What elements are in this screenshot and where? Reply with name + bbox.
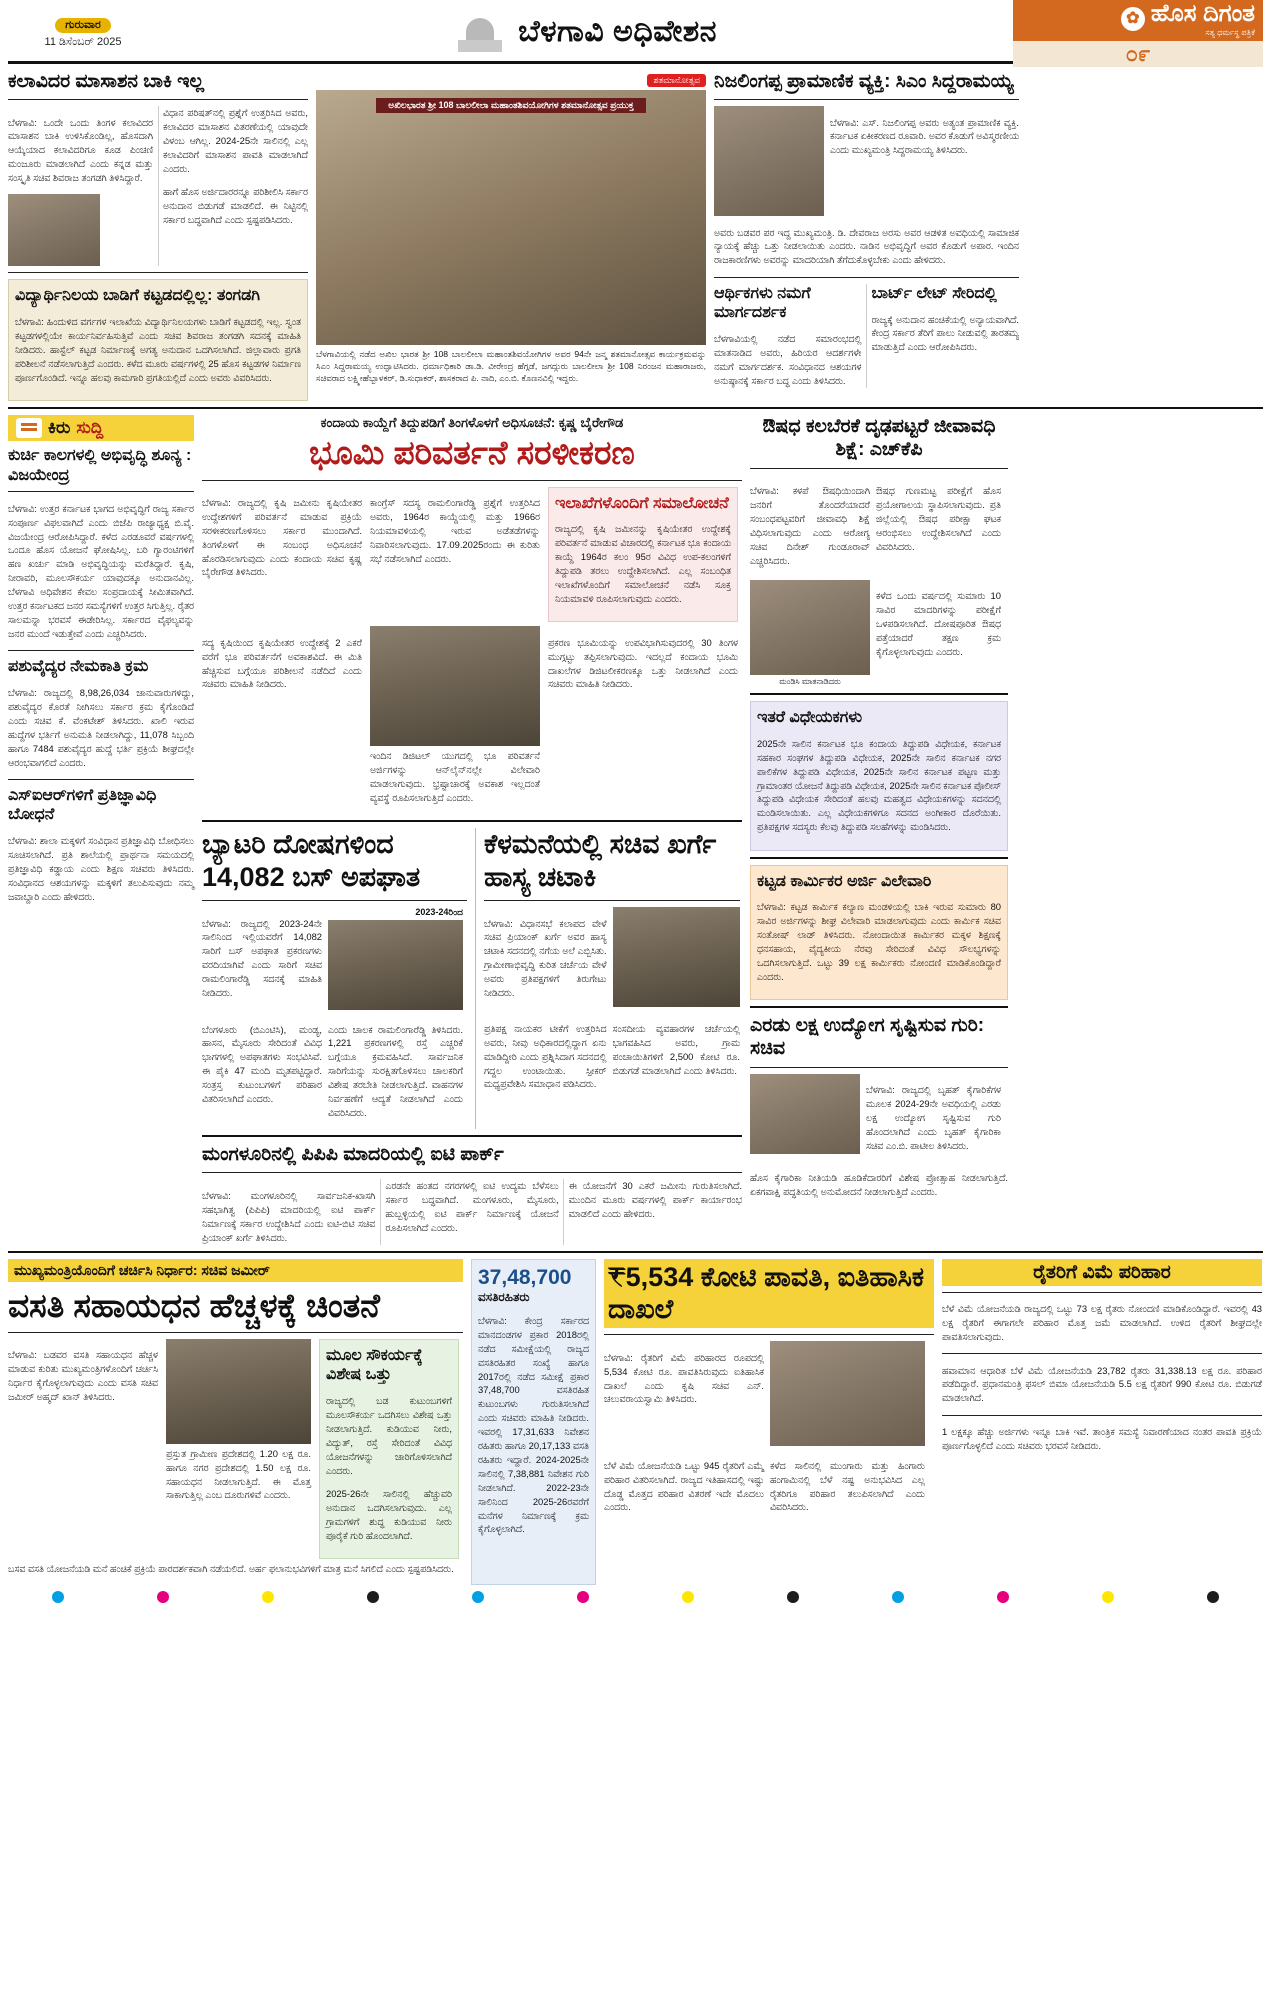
headline: ಕೆಳಮನೆಯಲ್ಲಿ ಸಚಿವ ಖರ್ಗೆ ಹಾಸ್ಯ ಚಟಾಕಿ <box>484 829 717 893</box>
paragraph: ಎರಡನೇ ಹಂತದ ನಗರಗಳಲ್ಲಿ ಐಟಿ ಉದ್ಯಮ ಬೆಳೆಸಲು ಸರ್ಕಾರ ಬದ್ಧವಾಗಿದೆ. ಮಂಗಳೂರು, ಮೈಸೂರು, ಹುಬ್ಬಳ್ಳಿಯಲ್ಲಿ ಐಟಿ ಪಾರ್ಕ್ ನಿರ್ಮಾಣಕ್ಕೆ ಯೋಜನೆ ರೂಪಿಸಲಾಗಿದೆ ಎಂದರು. <box>385 1180 559 1234</box>
color-dot <box>787 1591 799 1603</box>
paragraph: ರಾಜ್ಯದಲ್ಲಿ ಬಡ ಕುಟುಂಬಗಳಿಗೆ ಮೂಲಸೌಕರ್ಯ ಒದಗಿಸಲು ವಿಶೇಷ ಒತ್ತು ನೀಡಲಾಗುತ್ತಿದೆ. ಕುಡಿಯುವ ನೀರು, ವಿದ್ಯುತ್, ರಸ್ತೆ ಸೇರಿದಂತೆ ವಿವಿಧ ಯೋಜನೆಗಳನ್ನು ಜಾರಿಗೊಳಿಸಲಾಗಿದೆ ಎಂದರು. <box>326 1395 452 1476</box>
paragraph: 2025ನೇ ಸಾಲಿನ ಕರ್ನಾಟಕ ಭೂ ಕಂದಾಯ ತಿದ್ದುಪಡಿ ವಿಧೇಯಕ, ಕರ್ನಾಟಕ ಸಹಕಾರ ಸಂಘಗಳ ತಿದ್ದುಪಡಿ ವಿಧೇಯಕ, 2025ನೇ ಸಾಲಿನ ಕರ್ನಾಟಕ ನಗರ ಪಾಲಿಕೆಗಳ ತಿದ್ದುಪಡಿ ವಿಧೇಯಕ, 2025ನೇ ಸಾಲಿನ ಕರ್ನಾಟಕ ಪಟ್ಟಣ ಮತ್ತು ಗ್ರಾಮಾಂತರ ಯೋಜನೆ ತಿದ್ದುಪಡಿ ವಿಧೇಯಕ, 2025ನೇ ಸಾಲಿನ ಕರ್ನಾಟಕ ಪೊಲೀಸ್ ತಿದ್ದುಪಡಿ ವಿಧೇಯಕ ಸೇರಿದಂತೆ ಹಲವು ಮಹತ್ವದ ವಿಧೇಯಕಗಳನ್ನು ಸದನದಲ್ಲಿ ಮಂಡಿಸಲಾಯಿತು. ಎಲ್ಲ ವಿಧೇಯಕಗಳಿಗೂ ಸದನದ ಅಂಗೀಕಾರ ದೊರೆಯಿತು. ಪ್ರತಿಪಕ್ಷಗಳ ಸದಸ್ಯರು ಕೆಲವು ತಿದ್ದುಪಡಿ ಸಲಹೆಗಳನ್ನು ಮಂಡಿಸಿದರು. <box>757 737 1001 833</box>
paragraph: ಬೆಳಗಾವಿ: ಮಂಗಳೂರಿನಲ್ಲಿ ಸಾರ್ವಜನಿಕ-ಖಾಸಗಿ ಸಹಭಾಗಿತ್ವ (ಪಿಪಿಪಿ) ಮಾದರಿಯಲ್ಲಿ ಐಟಿ ಪಾರ್ಕ್ ನಿರ್ಮಾಣಕ್ಕೆ ಸರ್ಕಾರ ಉದ್ದೇಶಿಸಿದೆ ಎಂದು ಐಟಿ-ಬಿಟಿ ಸಚಿವ ಪ್ರಿಯಾಂಕ್ ಖರ್ಗೆ ತಿಳಿಸಿದರು. <box>202 1189 376 1243</box>
krishna-byregowda-photo <box>370 626 540 746</box>
headline: ಕಟ್ಟಡ ಕಾರ್ಮಿಕರ ಅರ್ಜಿ ವಿಲೇವಾರಿ <box>757 872 932 890</box>
article-hostel-buildings <box>8 279 308 401</box>
article-other-bills <box>750 701 1008 851</box>
color-dot <box>577 1591 589 1603</box>
photo-banner-text: ಅಖಿಲಭಾರತ ಶ್ರೀ 108 ಬಾಲಲೀಲಾ ಮಹಾಂತಶಿವಯೋಗಿಗಳ ಶತಮಾನೋತ್ಸವ ಪ್ರಯುಕ್ತ <box>376 98 646 113</box>
paragraph: ಬೆಳಗಾವಿ: ರಾಜ್ಯದಲ್ಲಿ ಬೃಹತ್ ಕೈಗಾರಿಕೆಗಳ ಮೂಲಕ 2024-29ನೇ ಅವಧಿಯಲ್ಲಿ ಎರಡು ಲಕ್ಷ ಉದ್ಯೋಗ ಸೃಷ್ಟಿಸುವ ಗುರಿ ಹೊಂದಲಾಗಿದೆ ಎಂದು ಬೃಹತ್ ಕೈಗಾರಿಕಾ ಸಚಿವ ಎಂ.ಬಿ. ಪಾಟೀಲ ತಿಳಿಸಿದರು. <box>866 1083 1001 1151</box>
article-kharge-humour <box>475 828 740 1129</box>
agriculture-minister-photo <box>770 1341 925 1446</box>
headline: ಎಸ್‌ಐಆರ್‌ಗಳಿಗೆ ಪ್ರತಿಜ್ಞಾವಿಧಿ ಬೋಧನೆ <box>8 786 157 824</box>
vidhana-soudha-icon <box>454 12 506 52</box>
paragraph: ಪ್ರಕರಣ ಭೂಮಿಯನ್ನು ಉಪವಿಭಾಗಿಸುವುದರಲ್ಲಿ 30 ತಿಂಗಳ ಮುಗ್ಗಟ್ಟು ತಪ್ಪಿಸಲಾಗುವುದು. ಇದಲ್ಲದೆ ಕಂದಾಯ ಭೂಮಿ ದಾಖಲೆಗಳ ಡಿಜಿಟಲೀಕರಣಕ್ಕೂ ಒತ್ತು ನೀಡಲಾಗಿದೆ ಎಂದು ಸಚಿವರು ಮಾಹಿತಿ ನೀಡಿದರು. <box>548 636 738 690</box>
paragraph: ಬೆಳಗಾವಿ: ರಾಜ್ಯದಲ್ಲಿ ಕೃಷಿ ಜಮೀನು ಕೃಷಿಯೇತರ ಉದ್ದೇಶಗಳಿಗೆ ಪರಿವರ್ತನೆ ಮಾಡುವ ಪ್ರಕ್ರಿಯೆ ಸರಳೀಕರಣಗೊಳಿಸಲು ಸರ್ಕಾರ ಮುಂದಾಗಿದೆ. ತಿಂಗಳೊಳಗೆ ಈ ಸಂಬಂಧ ಅಧಿಸೂಚನೆ ಹೊರಡಿಸಲಾಗುವುದು ಎಂದು ಕಂದಾಯ ಸಚಿವ ಕೃಷ್ಣ ಬೈರೇಗೌಡ ತಿಳಿಸಿದರು. <box>202 496 362 578</box>
article-housing-subsidy <box>8 1259 463 1586</box>
article-mangalore-it-park <box>202 1143 742 1244</box>
paragraph: ಹಾಗೆ ಹೊಸ ಅರ್ಜಿದಾರರನ್ನೂ ಪರಿಶೀಲಿಸಿ ಸರ್ಕಾರ ಅನುದಾನ ಬಿಡುಗಡೆ ಮಾಡಲಿದೆ. ಈ ನಿಟ್ಟಿನಲ್ಲಿ ಸರ್ಕಾರ ಬದ್ಧವಾಗಿದೆ ಎಂದು ಸ್ಪಷ್ಟಪಡಿಸಿದರು. <box>163 186 308 225</box>
color-dot <box>472 1591 484 1603</box>
headline: ನಿಜಲಿಂಗಪ್ಪ ಪ್ರಾಮಾಣಿಕ ವ್ಯಕ್ತಿ: ಸಿಎಂ ಸಿದ್ದರಾಮಯ್ಯ <box>714 71 1014 92</box>
paragraph: ಪ್ರತಿಪಕ್ಷ ನಾಯಕರ ಟೀಕೆಗೆ ಉತ್ತರಿಸಿದ ಅವರು, ನೀವು ಅಧಿಕಾರದಲ್ಲಿದ್ದಾಗ ಏನು ಮಾಡಿದ್ದೀರಿ ಎಂದು ಪ್ರಶ್ನಿಸಿದಾಗ ಸದನದಲ್ಲಿ ಗದ್ದಲ ಉಂಟಾಯಿತು. ಸ್ಪೀಕರ್ ಮಧ್ಯಪ್ರವೇಶಿಸಿ ಸಮಾಧಾನ ಪಡಿಸಿದರು. <box>484 1022 607 1090</box>
article-jobs-target <box>750 1014 1008 1199</box>
color-dot <box>367 1591 379 1603</box>
color-dot <box>262 1591 274 1603</box>
headline: ರೈತರಿಗೆ ವಿಮೆ ಪರಿಹಾರ <box>942 1259 1262 1286</box>
top-section <box>8 70 1263 401</box>
paragraph: ಬೆಳೆ ವಿಮೆ ಯೋಜನೆಯಡಿ ರಾಜ್ಯದಲ್ಲಿ ಒಟ್ಟು 73 ಲಕ್ಷ ರೈತರು ನೋಂದಣಿ ಮಾಡಿಕೊಂಡಿದ್ದಾರೆ. ಇವರಲ್ಲಿ 43 ಲಕ್ಷ ರೈತರಿಗೆ ಈಗಾಗಲೇ ಪರಿಹಾರ ಮೊತ್ತ ಜಮೆ ಮಾಡಲಾಗಿದೆ. ಉಳಿದ ರೈತರಿಗೆ ಶೀಘ್ರದಲ್ಲೇ ಪಾವತಿಸಲಾಗುವುದು. <box>942 1303 1262 1342</box>
color-dot <box>52 1591 64 1603</box>
assembly-session-photo <box>166 1339 311 1444</box>
paragraph: ಬೆಳಗಾವಿ: ವಿಧಾನಸಭೆ ಕಲಾಪದ ವೇಳೆ ಸಚಿವ ಪ್ರಿಯಾಂಕ್ ಖರ್ಗೆ ಅವರ ಹಾಸ್ಯ ಚಟಾಕಿ ಸದನದಲ್ಲಿ ನಗೆಯ ಅಲೆ ಎಬ್ಬಿಸಿತು. ಗ್ರಾಮೀಣಾಭಿವೃದ್ಧಿ ಕುರಿತ ಚರ್ಚೆಯ ವೇಳೆ ಅವರು ಪ್ರತಿಪಕ್ಷಗಳಿಗೆ ತಿರುಗೇಟು ನೀಡಿದರು. <box>484 917 607 999</box>
headline: ₹5,534 ಕೋಟಿ ಪಾವತಿ, ಐತಿಹಾಸಿಕ ದಾಖಲೆ <box>604 1259 934 1329</box>
headline: ವಸತಿ ಸಹಾಯಧನ ಹೆಚ್ಚಳಕ್ಕೆ ಚಿಂತನೆ <box>8 1286 380 1324</box>
paragraph: 2025-26ನೇ ಸಾಲಿನಲ್ಲಿ ಹೆಚ್ಚುವರಿ ಅನುದಾನ ಒದಗಿಸಲಾಗುವುದು. ಎಲ್ಲ ಗ್ರಾಮಗಳಿಗೆ ಶುದ್ಧ ಕುಡಿಯುವ ನೀರು ಪೂರೈಕೆ ಗುರಿ ಹೊಂದಲಾಗಿದೆ. <box>326 1488 452 1541</box>
paragraph: ಬೆಳಗಾವಿ: ಒಂದೇ ಒಂದು ತಿಂಗಳ ಕಲಾವಿದರ ಮಾಸಾಶನ ಬಾಕಿ ಉಳಿಸಿಕೊಂಡಿಲ್ಲ, ಹೊಸದಾಗಿ ಆಯ್ಕೆಯಾದ ಕಲಾವಿದರಿಗೂ ಕೂಡ ಪಿಂಚಣಿ ಮಂಜೂರು ಮಾಡಲಾಗಿದೆ ಎಂದು ಕನ್ನಡ ಮತ್ತು ಸಂಸ್ಕೃತಿ ಸಚಿವ ಶಿವರಾಜ ತಂಗಡಗಿ ತಿಳಿಸಿದ್ದಾರೆ. <box>8 116 153 184</box>
paragraph: ಔಷಧ ಗುಣಮಟ್ಟ ಪರೀಕ್ಷೆಗೆ ಹೊಸ ಪ್ರಯೋಗಾಲಯ ಸ್ಥಾಪಿಸಲಾಗುವುದು. ಪ್ರತಿ ಜಿಲ್ಲೆಯಲ್ಲಿ ಔಷಧ ಪರೀಕ್ಷಾ ಘಟಕ ಆರಂಭಿಸಲು ಉದ್ದೇಶಿಸಲಾಗಿದೆ ಎಂದು ವಿವರಿಸಿದರು. <box>876 485 1001 552</box>
masthead <box>8 0 1263 66</box>
paragraph: ಬೆಳಗಾವಿ: ಬಡವರ ವಸತಿ ಸಹಾಯಧನ ಹೆಚ್ಚಳ ಮಾಡುವ ಕುರಿತು ಮುಖ್ಯಮಂತ್ರಿಗಳೊಂದಿಗೆ ಚರ್ಚಿಸಿ ನಿರ್ಧಾರ ಕೈಗೊಳ್ಳಲಾಗುವುದು ಎಂದು ವಸತಿ ಸಚಿವ ಜಮೀರ್ ಅಹ್ಮದ್ ಖಾನ್ ತಿಳಿಸಿದರು. <box>8 1349 158 1402</box>
kicker: ಮುಖ್ಯಮಂತ್ರಿಯೊಂದಿಗೆ ಚರ್ಚಿಸಿ ನಿರ್ಧಾರ: ಸಚಿವ ಜಮೀರ್ <box>8 1259 463 1282</box>
kirusuddi-column <box>8 415 194 1244</box>
paragraph: ಇಂದಿನ ಡಿಜಿಟಲ್ ಯುಗದಲ್ಲಿ ಭೂ ಪರಿವರ್ತನೆ ಅರ್ಜಿಗಳನ್ನು ಆನ್‌ಲೈನ್‌ನಲ್ಲೇ ವಿಲೇವಾರಿ ಮಾಡಲಾಗುವುದು. ಭ್ರಷ್ಟಾಚಾರಕ್ಕೆ ಅವಕಾಶ ಇಲ್ಲದಂತೆ ವ್ಯವಸ್ಥೆ ರೂಪಿಸಲಾಗುತ್ತಿದೆ ಎಂದರು. <box>370 750 540 804</box>
registration-color-bar <box>8 1591 1263 1607</box>
paragraph: ಹವಾಮಾನ ಆಧಾರಿತ ಬೆಳೆ ವಿಮೆ ಯೋಜನೆಯಡಿ 23,782 ರೈತರು 31,338.13 ಲಕ್ಷ ರೂ. ಪರಿಹಾರ ಪಡೆದಿದ್ದಾರೆ. ಪ್ರಧಾನಮಂತ್ರಿ ಫಸಲ್ ಬಿಮಾ ಯೋಜನೆಯಡಿ 5.5 ಲಕ್ಷ ರೈತರಿಗೆ 990 ಕೋಟಿ ರೂ. ಬಿಡುಗಡೆ ಮಾಡಲಾಗಿದೆ. <box>942 1364 1262 1404</box>
paragraph: 1 ಲಕ್ಷಕ್ಕೂ ಹೆಚ್ಚು ಅರ್ಜಿಗಳು ಇನ್ನೂ ಬಾಕಿ ಇವೆ. ತಾಂತ್ರಿಕ ಸಮಸ್ಯೆ ನಿವಾರಣೆಯಾದ ನಂತರ ಪಾವತಿ ಪ್ರಕ್ರಿಯೆ ಪೂರ್ಣಗೊಳ್ಳಲಿದೆ ಎಂದು ಸಚಿವರು ಭರವಸೆ ನೀಡಿದರು. <box>942 1426 1262 1451</box>
paragraph: ಕಳೆದ ಒಂದು ವರ್ಷದಲ್ಲಿ ಸುಮಾರು 10 ಸಾವಿರ ಮಾದರಿಗಳನ್ನು ಪರೀಕ್ಷೆಗೆ ಒಳಪಡಿಸಲಾಗಿದೆ. ದೋಷಪೂರಿತ ಔಷಧ ಪತ್ತೆಯಾದರೆ ತಕ್ಷಣ ಕ್ರಮ ಕೈಗೊಳ್ಳಲಾಗುವುದು ಎಂದರು. <box>876 590 1001 657</box>
megaphone-icon <box>16 418 42 438</box>
masthead-title: ಬೆಳಗಾವಿ ಅಧಿವೇಶನ <box>518 14 717 48</box>
headline: ಮಂಗಳೂರಿನಲ್ಲಿ ಪಿಪಿಪಿ ಮಾದರಿಯಲ್ಲಿ ಐಟಿ ಪಾರ್ಕ್ <box>202 1144 504 1166</box>
article-infrastructure <box>319 1339 459 1559</box>
paragraph: ಬೆಳಗಾವಿಯಲ್ಲಿ ನಡೆದ ಸಮಾರಂಭದಲ್ಲಿ ಮಾತನಾಡಿದ ಅವರು, ಹಿರಿಯರ ಆದರ್ಶಗಳೇ ನಮಗೆ ಮಾರ್ಗದರ್ಶಕ. ಸಂವಿಧಾನದ ಆಶಯಗಳ ಅನುಷ್ಠಾನಕ್ಕೆ ಸರ್ಕಾರ ಬದ್ಧ ಎಂದು ತಿಳಿಸಿದರು. <box>714 333 862 386</box>
color-dot <box>1102 1591 1114 1603</box>
paragraph: ರಾಜ್ಯದಲ್ಲಿ ಕೃಷಿ ಜಮೀನನ್ನು ಕೃಷಿಯೇತರ ಉದ್ದೇಶಕ್ಕೆ ಪರಿವರ್ತನೆ ಮಾಡುವ ವಿಚಾರದಲ್ಲಿ ಕರ್ನಾಟಕ ಭೂ ಕಂದಾಯ ಕಾಯ್ದೆ 1964ರ ಕಲಂ 95ರ ವಿವಿಧ ಉಪ-ಕಲಂಗಳಿಗೆ ತಿದ್ದುಪಡಿ ತರಲು ಉದ್ದೇಶಿಸಲಾಗಿದೆ. ಎಲ್ಲ ಸಂಬಂಧಿತ ಇಲಾಖೆಗಳೊಂದಿಗೆ ಸಮಾಲೋಚನೆ ನಡೆಸಿ ಸೂಕ್ತ ನಿಯಮಾವಳಿ ರೂಪಿಸಲಾಗುವುದು ಎಂದರು. <box>555 523 731 604</box>
masthead-day: ಗುರುವಾರ <box>55 18 111 33</box>
subheadline: ಆರ್ಥಿಕಗಳು ನಮಗೆ ಮಾರ್ಗದರ್ಶಕ <box>714 284 811 322</box>
brand-subtitle: ಸತ್ಯ ಧರ್ಮಸ್ಥ ಪತ್ರಿಕೆ <box>1205 27 1255 37</box>
bottom-section <box>8 1259 1263 1586</box>
headline: ಎರಡು ಲಕ್ಷ ಉದ್ಯೋಗ ಸೃಷ್ಟಿಸುವ ಗುರಿ: ಸಚಿವ <box>750 1015 985 1060</box>
paragraph: ಎಂದು ಚಾಲಕ ರಾಮಲಿಂಗಾರೆಡ್ಡಿ ತಿಳಿಸಿದರು. 1,221 ಪ್ರಕರಣಗಳಲ್ಲಿ ರಸ್ತೆ ಎಚ್ಚರಿಕೆ ಬಗ್ಗೆಯೂ ಕ್ರಮವಹಿಸಿದೆ. ಸಾರ್ವಜನಿಕ ಸಾರಿಗೆಯನ್ನು ಸುರಕ್ಷಿತಗೊಳಿಸಲು ಚಾಲಕರಿಗೆ ವಿಶೇಷ ತರಬೇತಿ ನೀಡಲಾಗುತ್ತಿದೆ. ವಾಹನಗಳ ನಿರ್ವಹಣೆಗೆ ಆದ್ಯತೆ ನೀಡಲಾಗಿದೆ ಎಂದು ವಿವರಿಸಿದರು. <box>328 1023 463 1119</box>
headline: ಕಲಾವಿದರ ಮಾಸಾಶನ ಬಾಕಿ ಇಲ್ಲ <box>8 71 205 92</box>
sidebar-consultation <box>548 487 738 623</box>
paragraph: ವಿಧಾನ ಪರಿಷತ್‌ನಲ್ಲಿ ಪ್ರಶ್ನೆಗೆ ಉತ್ತರಿಸಿದ ಅವರು, ಕಲಾವಿದರ ಮಾಸಾಶನ ವಿತರಣೆಯಲ್ಲಿ ಯಾವುದೇ ವಿಳಂಬ ಆಗಿಲ್ಲ. 2024-25ನೇ ಸಾಲಿನಲ್ಲಿ ಎಲ್ಲ ಕಲಾವಿದರಿಗೆ ಮಾಸಾಶನ ಪಾವತಿ ಮಾಡಲಾಗಿದೆ ಎಂದರು. <box>163 107 308 174</box>
paragraph: ಬೆಳಗಾವಿ: ಕಳಪೆ ಔಷಧಿಯಿಂದಾಗಿ ಜನರಿಗೆ ತೊಂದರೆಯಾದರೆ ಸಂಬಂಧಪಟ್ಟವರಿಗೆ ಜೀವಾವಧಿ ಶಿಕ್ಷೆ ವಿಧಿಸಲಾಗುವುದು ಎಂದು ಆರೋಗ್ಯ ಸಚಿವ ದಿನೇಶ್ ಗುಂಡೂರಾವ್ ಎಚ್ಚರಿಸಿದರು. <box>750 485 870 566</box>
headline: ಮೂಲ ಸೌಕರ್ಯಕ್ಕೆ ವಿಶೇಷ ಒತ್ತು <box>326 1346 423 1384</box>
paragraph: ಪ್ರಸ್ತುತ ಗ್ರಾಮೀಣ ಪ್ರದೇಶದಲ್ಲಿ 1.20 ಲಕ್ಷ ರೂ. ಹಾಗೂ ನಗರ ಪ್ರದೇಶದಲ್ಲಿ 1.50 ಲಕ್ಷ ರೂ. ಸಹಾಯಧನ ನೀಡಲಾಗುತ್ತಿದೆ. ಈ ಮೊತ್ತ ಸಾಕಾಗುತ್ತಿಲ್ಲ ಎಂಬ ದೂರುಗಳಿವೆ ಎಂದರು. <box>166 1447 311 1501</box>
masthead-center <box>158 12 1013 52</box>
photo-tag: ಶತಮಾನೋತ್ಸವ <box>647 74 706 87</box>
paragraph: ಬೆಳಗಾವಿ: ಶಾಲಾ ಮಕ್ಕಳಿಗೆ ಸಂವಿಧಾನ ಪ್ರತಿಜ್ಞಾವಿಧಿ ಬೋಧಿಸಲು ಸೂಚಿಸಲಾಗಿದೆ. ಪ್ರತಿ ಶಾಲೆಯಲ್ಲಿ ಪ್ರಾರ್ಥನಾ ಸಮಯದಲ್ಲಿ ಪ್ರತಿಜ್ಞಾವಿಧಿ ಕಡ್ಡಾಯ ಎಂದು ಶಿಕ್ಷಣ ಸಚಿವರು ತಿಳಿಸಿದರು. ಸಂವಿಧಾನದ ಆಶಯಗಳನ್ನು ಮಕ್ಕಳಿಗೆ ತಲುಪಿಸುವುದು ನಮ್ಮ ಜವಾಬ್ದಾರಿ ಎಂದು ಹೇಳಿದರು. <box>8 835 194 902</box>
industry-minister-photo <box>750 1074 860 1154</box>
stat-label: ವಸತಿರಹಿತರು <box>478 1289 530 1304</box>
article-nijalingappa <box>714 70 1019 401</box>
paragraph: ಕಳೆದ ಸಾಲಿನಲ್ಲಿ ಮುಂಗಾರು ಮತ್ತು ಹಿಂಗಾರು ಹಂಗಾಮಿನಲ್ಲಿ ಬೆಳೆ ನಷ್ಟ ಅನುಭವಿಸಿದ ಎಲ್ಲ ರೈತರಿಗೂ ಪರಿಹಾರ ತಲುಪಿಸಲಾಗಿದೆ ಎಂದು ವಿವರಿಸಿದರು. <box>770 1459 925 1513</box>
article-centenary-photo <box>316 70 706 401</box>
color-dot <box>157 1591 169 1603</box>
color-dot <box>997 1591 1009 1603</box>
page-number: ೦೯ <box>1013 41 1263 67</box>
photo-caption: ಮಂಡಿಸಿ ಮಾತನಾಡಿದರು <box>779 676 841 686</box>
health-minister-photo <box>750 580 870 675</box>
color-dot <box>1207 1591 1219 1603</box>
paragraph: ಹೊಸ ಕೈಗಾರಿಕಾ ನೀತಿಯಡಿ ಹೂಡಿಕೆದಾರರಿಗೆ ವಿಶೇಷ ಪ್ರೋತ್ಸಾಹ ನೀಡಲಾಗುತ್ತಿದೆ. ಏಕಗವಾಕ್ಷಿ ಪದ್ಧತಿಯಲ್ಲಿ ಅನುಮೋದನೆ ನೀಡಲಾಗುತ್ತಿದೆ ಎಂದರು. <box>750 1172 1008 1198</box>
paragraph: ಸದ್ಯ ಕೃಷಿಯಿಂದ ಕೃಷಿಯೇತರ ಉದ್ದೇಶಕ್ಕೆ 2 ಎಕರೆ ವರೆಗೆ ಭೂ ಪರಿವರ್ತನೆಗೆ ಅವಕಾಶವಿದೆ. ಈ ಮಿತಿ ಹೆಚ್ಚಿಸುವ ಬಗ್ಗೆಯೂ ಪರಿಶೀಲನೆ ನಡೆದಿದೆ ಎಂದು ಸಚಿವರು ಮಾಹಿತಿ ನೀಡಿದರು. <box>202 636 362 690</box>
masthead-date: 11 ಡಿಸೆಂಬರ್ 2025 <box>44 36 122 48</box>
paragraph: ಬೆಂಗಳೂರು (ಬಿಎಂಟಿಸಿ), ಮಂಡ್ಯ, ಹಾಸನ, ಮೈಸೂರು ಸೇರಿದಂತೆ ವಿವಿಧ ಭಾಗಗಳಲ್ಲಿ ಅಪಘಾತಗಳು ಸಂಭವಿಸಿವೆ. ಈ ಪೈಕಿ 47 ಮಂದಿ ಮೃತಪಟ್ಟಿದ್ದಾರೆ. ಸಂತ್ರಸ್ತ ಕುಟುಂಬಗಳಿಗೆ ಪರಿಹಾರ ವಿತರಿಸಲಾಗಿದೆ ಎಂದರು. <box>202 1023 322 1105</box>
stat-box-homeless <box>471 1259 596 1586</box>
paragraph: ಬೆಳಗಾವಿ: ಎಸ್. ನಿಜಲಿಂಗಪ್ಪ ಅವರು ಅತ್ಯಂತ ಪ್ರಾಮಾಣಿಕ ವ್ಯಕ್ತಿ. ಕರ್ನಾಟಕ ಏಕೀಕರಣದ ರೂವಾರಿ. ಅವರ ಕೊಡುಗೆ ಅವಿಸ್ಮರಣೀಯ ಎಂದು ಮುಖ್ಯಮಂತ್ರಿ ಸಿದ್ದರಾಮಯ್ಯ ತಿಳಿಸಿದರು. <box>830 116 1019 156</box>
artist-portrait-photo <box>8 194 100 266</box>
headline: ಇತರೆ ವಿಧೇಯಕಗಳು <box>757 708 863 726</box>
paragraph: ಸಂಸದೀಯ ವ್ಯವಹಾರಗಳ ಚರ್ಚೆಯಲ್ಲಿ ಭಾಗವಹಿಸಿದ ಅವರು, ಗ್ರಾಮ ಪಂಚಾಯಿತಿಗಳಿಗೆ 2,500 ಕೋಟಿ ರೂ. ಬಿಡುಗಡೆ ಮಾಡಲಾಗಿದೆ ಎಂದು ತಿಳಿಸಿದರು. <box>612 1022 740 1076</box>
article-crore-payment <box>604 1259 934 1586</box>
right-column-1 <box>750 415 1008 1244</box>
paragraph: ರಾಜ್ಯಕ್ಕೆ ಅನುದಾನ ಹಂಚಿಕೆಯಲ್ಲಿ ಅನ್ಯಾಯವಾಗಿದೆ. ಕೇಂದ್ರ ಸರ್ಕಾರ ತೆರಿಗೆ ಪಾಲು ನೀಡುವಲ್ಲಿ ತಾರತಮ್ಯ ಮಾಡುತ್ತಿದೆ ಎಂದು ಆರೋಪಿಸಿದರು. <box>871 313 1019 353</box>
headline: ಔಷಧ ಕಲಬೆರಕೆ ದೃಢಪಟ್ಟರೆ ಜೀವಾವಧಿ ಶಿಕ್ಷೆ: ಎಚ್‌ಕೆಪಿ <box>762 416 996 461</box>
headline: ವಿದ್ಯಾರ್ಥಿನಿಲಯ ಬಾಡಿಗೆ ಕಟ್ಟಡದಲ್ಲಿಲ್ಲ: ತಂಗಡಗಿ <box>15 287 261 305</box>
assembly-centenary-photo <box>316 90 706 345</box>
paragraph: ಅವರು ಬಡವರ ಪರ ಇದ್ದ ಮುಖ್ಯಮಂತ್ರಿ. ಡಿ. ದೇವರಾಜ ಅರಸು ಅವರ ಆಡಳಿತ ಅವಧಿಯಲ್ಲಿ ಸಾಮಾಜಿಕ ನ್ಯಾಯಕ್ಕೆ ಹೆಚ್ಚು ಒತ್ತು ನೀಡಲಾಯಿತು ಎಂದರು. ನಾಡಿನ ಅಭಿವೃದ್ಧಿಗೆ ಅವರ ಕೊಡುಗೆ ಅಪಾರ. ಇಂದಿನ ರಾಜಕಾರಣಿಗಳು ಅವರನ್ನು ಮಾದರಿಯಾಗಿ ತೆಗೆದುಕೊಳ್ಳಬೇಕು ಎಂದು ಹೇಳಿದರು. <box>714 226 1019 266</box>
lotus-icon: ✿ <box>1121 7 1145 31</box>
middle-section <box>8 415 1263 1244</box>
article-crop-insurance <box>942 1259 1262 1586</box>
kirusuddi-label-2: ಸುದ್ದಿ <box>76 418 104 438</box>
kicker: ಕಂದಾಯ ಕಾಯ್ದೆಗೆ ತಿದ್ದುಪಡಿಗೆ ತಿಂಗಳೊಳಗೆ ಅಧಿಸೂಚನೆ: ಕೃಷ್ಣ ಬೈರೇಗೌಡ <box>320 415 624 431</box>
color-dot <box>682 1591 694 1603</box>
paragraph: ಬೆಳಗಾವಿ: ಹಿಂದುಳಿದ ವರ್ಗಗಳ ಇಲಾಖೆಯ ವಿದ್ಯಾರ್ಥಿನಿಲಯಗಳು ಬಾಡಿಗೆ ಕಟ್ಟಡದಲ್ಲಿ ಇಲ್ಲ. ಸ್ವಂತ ಕಟ್ಟಡಗಳಲ್ಲಿಯೇ ಕಾರ್ಯನಿರ್ವಹಿಸುತ್ತಿವೆ ಎಂದು ಸಚಿವ ಶಿವರಾಜ ತಂಗಡಗಿ ಸದನಕ್ಕೆ ಮಾಹಿತಿ ನೀಡಿದರು. ಹಾಸ್ಟೆಲ್ ಕಟ್ಟಡ ನಿರ್ಮಾಣಕ್ಕೆ ಅಗತ್ಯ ಅನುದಾನ ಒದಗಿಸಲಾಗಿದೆ. ಜಿಲ್ಲಾವಾರು ಪ್ರಗತಿ ಪರಿಶೀಲನೆ ನಡೆಸಲಾಗುತ್ತಿದೆ ಎಂದರು. ಕಳೆದ ಮೂರು ವರ್ಷಗಳಲ್ಲಿ 25 ಹೊಸ ಕಟ್ಟಡಗಳ ನಿರ್ಮಾಣ ಪೂರ್ಣಗೊಂಡಿದೆ. ಇನ್ನೂ ಹಲವು ಕಾಮಗಾರಿ ಪ್ರಗತಿಯಲ್ಲಿದೆ ಎಂದು ಅವರು ವಿವರಿಸಿದರು. <box>15 316 301 384</box>
brand-name: ಹೊಸ ದಿಗಂತ <box>1150 0 1255 27</box>
article-bus-accidents <box>202 828 467 1129</box>
color-dot <box>892 1591 904 1603</box>
subheadline: ಇಲಾಖೆಗಳೊಂದಿಗೆ ಸಮಾಲೋಚನೆ <box>555 494 729 512</box>
main-headline: ಭೂಮಿ ಪರಿವರ್ತನೆ ಸರಳೀಕರಣ <box>309 434 635 472</box>
kirusuddi-banner <box>8 415 194 441</box>
headline: ಕುರ್ಚಿ ಕಾಲಗಳಲ್ಲಿ ಅಭಿವೃದ್ಧಿ ಶೂನ್ಯ : ವಿಜಯೇಂದ್ರ <box>8 447 192 484</box>
cm-siddaramaiah-photo <box>714 106 824 216</box>
paragraph: ಬಸವ ವಸತಿ ಯೋಜನೆಯಡಿ ಮನೆ ಹಂಚಿಕೆ ಪ್ರಕ್ರಿಯೆ ಪಾರದರ್ಶಕವಾಗಿ ನಡೆಯಲಿದೆ. ಅರ್ಹ ಫಲಾನುಭವಿಗಳಿಗೆ ಮಾತ್ರ ಮನೆ ಸಿಗಲಿದೆ ಎಂದು ಸ್ಪಷ್ಟಪಡಿಸಿದರು. <box>8 1563 454 1575</box>
stat-number: 37,48,700 <box>478 1265 572 1289</box>
paragraph: ಬೆಳಗಾವಿ: ಉತ್ತರ ಕರ್ನಾಟಕ ಭಾಗದ ಅಭಿವೃದ್ಧಿಗೆ ರಾಜ್ಯ ಸರ್ಕಾರ ಸಂಪೂರ್ಣ ವಿಫಲವಾಗಿದೆ ಎಂದು ಬಿಜೆಪಿ ರಾಜ್ಯಾಧ್ಯಕ್ಷ ಬಿ.ವೈ. ವಿಜಯೇಂದ್ರ ಆರೋಪಿಸಿದ್ದಾರೆ. ಕಳೆದ ಎರಡೂವರೆ ವರ್ಷಗಳಲ್ಲಿ ಒಂದೂ ಹೊಸ ಯೋಜನೆ ಘೋಷಿಸಿಲ್ಲ. ಬರಿ ಗ್ಯಾರಂಟಿಗಳಿಗೆ ಹಣ ಖರ್ಚು ಮಾಡಿ ಅಭಿವೃದ್ಧಿಯನ್ನು ಮರೆತಿದ್ದಾರೆ. ಕೃಷಿ, ನೀರಾವರಿ, ಮೂಲಸೌಕರ್ಯ ಯಾವುದಕ್ಕೂ ಅನುದಾನವಿಲ್ಲ. ಬೆಳಗಾವಿ ಅಧಿವೇಶನ ಕೇವಲ ಸಂಪ್ರದಾಯಕ್ಕೆ ಸೀಮಿತವಾಗಿದೆ. ಉತ್ತರ ಕರ್ನಾಟಕದ ಜನರ ಸಮಸ್ಯೆಗಳಿಗೆ ಉತ್ತರ ಸಿಗುತ್ತಿಲ್ಲ. ರೈತರ ಸಾಲಮನ್ನಾ ಭರವಸೆ ಈಡೇರಿಸಿಲ್ಲ. ಸರ್ಕಾರದ ವೈಫಲ್ಯವನ್ನು ಜನರ ಮುಂದೆ ಇಡುತ್ತೇವೆ ಎಂದು ಎಚ್ಚರಿಸಿದರು. <box>8 502 194 639</box>
main-story-column <box>202 415 742 1244</box>
priyank-kharge-photo <box>613 907 740 1007</box>
paragraph: ಬೆಳಗಾವಿ: ರಾಜ್ಯದಲ್ಲಿ 2023-24ನೇ ಸಾಲಿನಿಂದ ಇಲ್ಲಿಯವರೆಗೆ 14,082 ಸಾರಿಗೆ ಬಸ್ ಅಪಘಾತ ಪ್ರಕರಣಗಳು ವರದಿಯಾಗಿವೆ ಎಂದು ಸಾರಿಗೆ ಸಚಿವ ರಾಮಲಿಂಗಾರೆಡ್ಡಿ ಸದನಕ್ಕೆ ಮಾಹಿತಿ ನೀಡಿದರು. <box>202 917 322 999</box>
kirusuddi-label-1: ಕಿರು <box>48 418 71 438</box>
masthead-date-block <box>8 14 158 49</box>
photo-caption: ಬೆಳಗಾವಿಯಲ್ಲಿ ನಡೆದ ಅಖಿಲ ಭಾರತ ಶ್ರೀ 108 ಬಾಲಲೀಲಾ ಮಹಾಂತಶಿವಯೋಗಿಗಳ ಅವರ 94ನೇ ಜನ್ಮ ಶತಮಾನೋತ್ಸವ ಕಾರ್ಯಕ್ರಮವನ್ನು ಸಿಎಂ ಸಿದ್ದರಾಮಯ್ಯ ಉದ್ಘಾಟಿಸಿದರು. ಧರ್ಮಾಧಿಕಾರಿ ಡಾ.ಡಿ. ವೀರೇಂದ್ರ ಹೆಗ್ಗಡೆ, ಜಗದ್ಗುರು ಬಾಲಲೀಲಾ ಶ್ರೀ 108 ನಿರಂಜನ ಮಹಾರಾಜರು, ಸಚಿವರಾದ ಲಕ್ಷ್ಮೀಹೆಬ್ಬಾಳಕರ್, ಡಿ.ಸುಧಾಕರ್, ಶಾಸಕರಾದ ಪಿ. ನಾದಿ, ಎಂ.ಬಿ. ಕೊಣನವಿಲ್ಲಿ ಇದ್ದರು. <box>316 349 706 384</box>
paragraph: ಬೆಳಗಾವಿ: ರೈತರಿಗೆ ವಿಮೆ ಪರಿಹಾರದ ರೂಪದಲ್ಲಿ 5,534 ಕೋಟಿ ರೂ. ಪಾವತಿಸಿರುವುದು ಐತಿಹಾಸಿಕ ದಾಖಲೆ ಎಂದು ಕೃಷಿ ಸಚಿವ ಎನ್. ಚಲುವರಾಯಸ್ವಾಮಿ ತಿಳಿಸಿದರು. <box>604 1351 764 1405</box>
subheadline: ಬಾರ್ಟ್ ಲೇಟ್ ಸೇರಿದಲ್ಲಿ <box>871 284 997 302</box>
article-construction-workers <box>750 865 1008 1001</box>
subhead: 2023-24ರಿಂದ <box>415 907 463 918</box>
paragraph: ಕಾಂಗ್ರೆಸ್ ಸದಸ್ಯ ರಾಮಲಿಂಗಾರೆಡ್ಡಿ ಪ್ರಶ್ನೆಗೆ ಉತ್ತರಿಸಿದ ಅವರು, 1964ರ ಕಾಯ್ದೆಯಲ್ಲಿ ಮತ್ತು 1966ರ ನಿಯಮಾವಳಿಯಲ್ಲಿ ಇರುವ ಅಡೆತಡೆಗಳನ್ನು ನಿವಾರಿಸಲಾಗುವುದು. 17.09.2025ರಂದು ಈ ಕುರಿತು ಸಭೆ ನಡೆಸಲಾಗಿದೆ ಎಂದರು. <box>370 496 540 564</box>
article-artists-pension <box>8 70 308 401</box>
paragraph: ಬೆಳಗಾವಿ: ಕೇಂದ್ರ ಸರ್ಕಾರದ ಮಾನದಂಡಗಳ ಪ್ರಕಾರ 2018ರಲ್ಲಿ ನಡೆದ ಸಮೀಕ್ಷೆಯಲ್ಲಿ ರಾಜ್ಯದ ವಸತಿರಹಿತರ ಸಂಖ್ಯೆ ಹಾಗೂ 2017ರಲ್ಲಿ ನಡೆದ ಸಮೀಕ್ಷೆ ಪ್ರಕಾರ 37,48,700 ವಸತಿರಹಿತ ಕುಟುಂಬಗಳು ಗುರುತಿಸಲಾಗಿದೆ ಎಂದು ಸಚಿವರು ಮಾಹಿತಿ ನೀಡಿದರು. ಇವರಲ್ಲಿ 17,31,633 ನಿವೇಶನ ರಹಿತರು ಹಾಗೂ 20,17,133 ವಸತಿ ರಹಿತರು ಇದ್ದಾರೆ. 2024-2025ನೇ ಸಾಲಿನಲ್ಲಿ 7,38,881 ನಿವೇಶನ ಗುರಿ ನೀಡಲಾಗಿದೆ. 2022-23ನೇ ಸಾಲಿನಿಂದ 2025-26ರವರೆಗೆ ಮನೆಗಳ ನಿರ್ಮಾಣಕ್ಕೆ ಕ್ರಮ ಕೈಗೊಳ್ಳಲಾಗಿದೆ. <box>478 1314 589 1535</box>
headline: ಪಶುವೈದ್ಯರ ನೇಮಕಾತಿ ಕ್ರಮ <box>8 658 149 676</box>
paragraph: ಬೆಳಗಾವಿ: ರಾಜ್ಯದಲ್ಲಿ 8,98,26,034 ಜಾನುವಾರುಗಳಿದ್ದು, ಪಶುವೈದ್ಯರ ಕೊರತೆ ನೀಗಿಸಲು ಸರ್ಕಾರ ಕ್ರಮ ಕೈಗೊಂಡಿದೆ ಎಂದು ಸಚಿವ ಕೆ. ವೆಂಕಟೇಶ್ ತಿಳಿಸಿದರು. ಖಾಲಿ ಇರುವ ಹುದ್ದೆಗಳ ಭರ್ತಿಗೆ ಅನುಮತಿ ನೀಡಲಾಗಿದ್ದು, 11,078 ಸಿಬ್ಬಂದಿ ಹಾಗೂ 7484 ಪಶುವೈದ್ಯರ ಹುದ್ದೆ ಭರ್ತಿ ಪ್ರಕ್ರಿಯೆ ಶೀಘ್ರದಲ್ಲೇ ಆರಂಭವಾಗಲಿದೆ ಎಂದರು. <box>8 687 194 768</box>
paragraph: ಬೆಳಗಾವಿ: ಕಟ್ಟಡ ಕಾರ್ಮಿಕ ಕಲ್ಯಾಣ ಮಂಡಳಿಯಲ್ಲಿ ಬಾಕಿ ಇರುವ ಸುಮಾರು 80 ಸಾವಿರ ಅರ್ಜಿಗಳನ್ನು ಶೀಘ್ರ ವಿಲೇವಾರಿ ಮಾಡಲಾಗುವುದು ಎಂದು ಕಾರ್ಮಿಕ ಸಚಿವ ಸಂತೋಷ್ ಲಾಡ್ ತಿಳಿಸಿದರು. ನೋಂದಾಯಿತ ಕಾರ್ಮಿಕರ ಮಕ್ಕಳ ಶಿಕ್ಷಣಕ್ಕೆ ಧನಸಹಾಯ, ವೈದ್ಯಕೀಯ ನೆರವು ಸೇರಿದಂತೆ ವಿವಿಧ ಸೌಲಭ್ಯಗಳನ್ನು ಒದಗಿಸಲಾಗುತ್ತಿದೆ. ಒಟ್ಟು 39 ಲಕ್ಷ ಕಾರ್ಮಿಕರು ನೋಂದಣಿ ಮಾಡಿಕೊಂಡಿದ್ದಾರೆ ಎಂದರು. <box>757 901 1001 982</box>
transport-minister-photo <box>328 920 463 1010</box>
paragraph: ಬೆಳೆ ವಿಮೆ ಯೋಜನೆಯಡಿ ಒಟ್ಟು 945 ರೈತರಿಗೆ ಎಮ್ಮೆ ಪರಿಹಾರ ವಿತರಿಸಲಾಗಿದೆ. ರಾಜ್ಯದ ಇತಿಹಾಸದಲ್ಲಿ ಇಷ್ಟು ದೊಡ್ಡ ಮೊತ್ತದ ಪರಿಹಾರ ವಿತರಣೆ ಇದೇ ಮೊದಲು ಎಂದರು. <box>604 1459 764 1513</box>
headline: ಬ್ಯಾಟರಿ ದೋಷಗಳಿಂದ 14,082 ಬಸ್ ಅಪಘಾತ <box>202 829 421 893</box>
brand <box>1013 0 1263 41</box>
masthead-brand-block <box>1013 0 1263 67</box>
paragraph: ಈ ಯೋಜನೆಗೆ 30 ಎಕರೆ ಜಮೀನು ಗುರುತಿಸಲಾಗಿದೆ. ಮುಂದಿನ ಮೂರು ವರ್ಷಗಳಲ್ಲಿ ಪಾರ್ಕ್ ಕಾರ್ಯಾರಂಭ ಮಾಡಲಿದೆ ಎಂದು ಹೇಳಿದರು. <box>568 1180 742 1220</box>
